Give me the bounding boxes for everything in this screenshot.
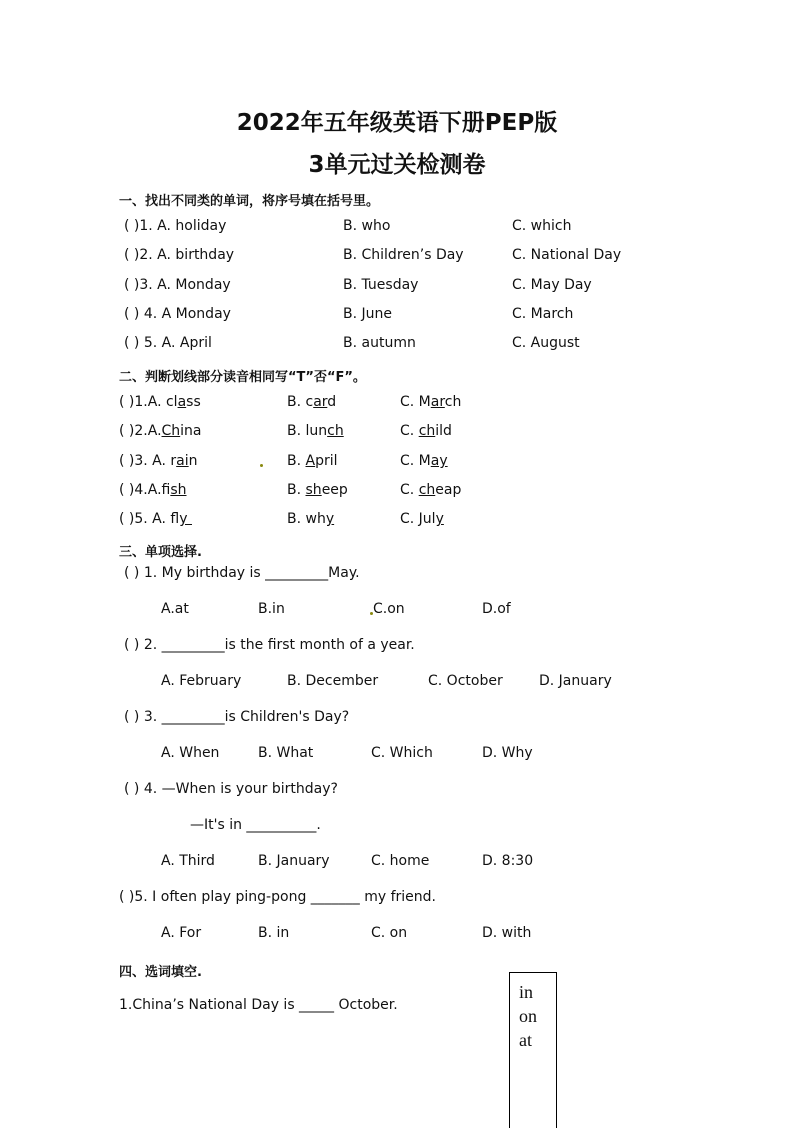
- s3-q3-c: C. Which: [371, 745, 433, 761]
- s2-q2-c: C. child: [400, 423, 452, 439]
- s1-q1: ( )1. A. holiday: [124, 218, 227, 234]
- s3-q4-c: C. home: [371, 853, 430, 869]
- s2-q1-b: B. card: [287, 394, 337, 410]
- s3-q2-c: C. October: [428, 673, 503, 689]
- s1-q3-c: C. May Day: [512, 277, 592, 293]
- s3-q1: ( ) 1. My birthday is _________May.: [124, 565, 360, 581]
- s3-q4-answer-line: —It's in __________.: [190, 817, 321, 833]
- s2-q5-b: B. why: [287, 511, 335, 527]
- section3-heading: 三、单项选择.: [119, 545, 202, 560]
- s2-q1-c: C. March: [400, 394, 462, 410]
- s2-q2: ( )2.A.China: [119, 423, 202, 439]
- s3-q2-d: D. January: [539, 673, 612, 689]
- section2-heading: 二、判断划线部分读音相同写“T”否“F”。: [119, 370, 366, 385]
- s3-q1-c: C.on: [373, 601, 405, 617]
- s3-q3-d: D. Why: [482, 745, 533, 761]
- s3-q1-b: B.in: [258, 601, 285, 617]
- word-bank-item: in: [519, 982, 534, 1002]
- section4-heading: 四、选词填空.: [119, 965, 202, 980]
- s2-q4-c: C. cheap: [400, 482, 462, 498]
- s3-q2-a: A. February: [161, 673, 242, 689]
- s3-q4-d: D. 8:30: [482, 853, 534, 869]
- s2-q3: ( )3. A. rain: [119, 453, 198, 469]
- s4-q1: 1.China’s National Day is _____ October.: [119, 997, 398, 1013]
- section1-heading: 一、找出不同类的单词，将序号填在括号里。: [119, 194, 380, 209]
- s3-q4: ( ) 4. —When is your birthday?: [124, 781, 338, 797]
- s3-q3: ( ) 3. _________is Children's Day?: [124, 709, 350, 725]
- s3-q1-a: A.at: [161, 601, 189, 617]
- s2-q2-b: B. lunch: [287, 423, 344, 439]
- s1-q2-c: C. National Day: [512, 247, 622, 263]
- s3-q4-a: A. Third: [161, 853, 215, 869]
- s1-q5-c: C. August: [512, 335, 580, 351]
- s3-q5-c: C. on: [371, 925, 408, 941]
- s3-q3-b: B. What: [258, 745, 314, 761]
- s1-q5-b: B. autumn: [343, 335, 416, 351]
- s1-q1-c: C. which: [512, 218, 572, 234]
- s2-q4-b: B. sheep: [287, 482, 348, 498]
- s1-q4-c: C. March: [512, 306, 574, 322]
- s3-q5-d: D. with: [482, 925, 532, 941]
- word-bank-box: [509, 972, 557, 1128]
- s1-q4: ( ) 4. A Monday: [124, 306, 231, 322]
- s3-q3-a: A. When: [161, 745, 220, 761]
- s1-q5: ( ) 5. A. April: [124, 335, 212, 351]
- s2-q5-c: C. July: [400, 511, 444, 527]
- s1-q3: ( )3. A. Monday: [124, 277, 231, 293]
- title-line1: 2022年五年级英语下册PEP版: [236, 110, 558, 136]
- stray-mark: [260, 464, 263, 467]
- s2-q3-b: B. April: [287, 453, 338, 469]
- s2-q1: ( )1.A. class: [119, 394, 201, 410]
- s2-q5: ( )5. A. fly: [119, 511, 192, 527]
- title-line2: 3单元过关检测卷: [308, 152, 486, 178]
- s3-q2-b: B. December: [287, 673, 379, 689]
- s1-q1-b: B. who: [343, 218, 391, 234]
- word-bank-item: at: [519, 1030, 532, 1050]
- s2-q3-c: C. May: [400, 453, 448, 469]
- s2-q4: ( )4.A.fish: [119, 482, 187, 498]
- s3-q4-b: B. January: [258, 853, 330, 869]
- s1-q4-b: B. June: [343, 306, 392, 322]
- s3-q5-b: B. in: [258, 925, 290, 941]
- s3-q1-d: D.of: [482, 601, 511, 617]
- s3-q2: ( ) 2. _________is the first month of a year.: [124, 637, 415, 653]
- s1-q3-b: B. Tuesday: [343, 277, 419, 293]
- s3-q5: ( )5. I often play ping-pong _______ my friend.: [119, 889, 436, 905]
- s3-q5-a: A. For: [161, 925, 202, 941]
- s1-q2: ( )2. A. birthday: [124, 247, 235, 263]
- s1-q2-b: B. Children’s Day: [343, 247, 464, 263]
- word-bank-item: on: [519, 1006, 537, 1026]
